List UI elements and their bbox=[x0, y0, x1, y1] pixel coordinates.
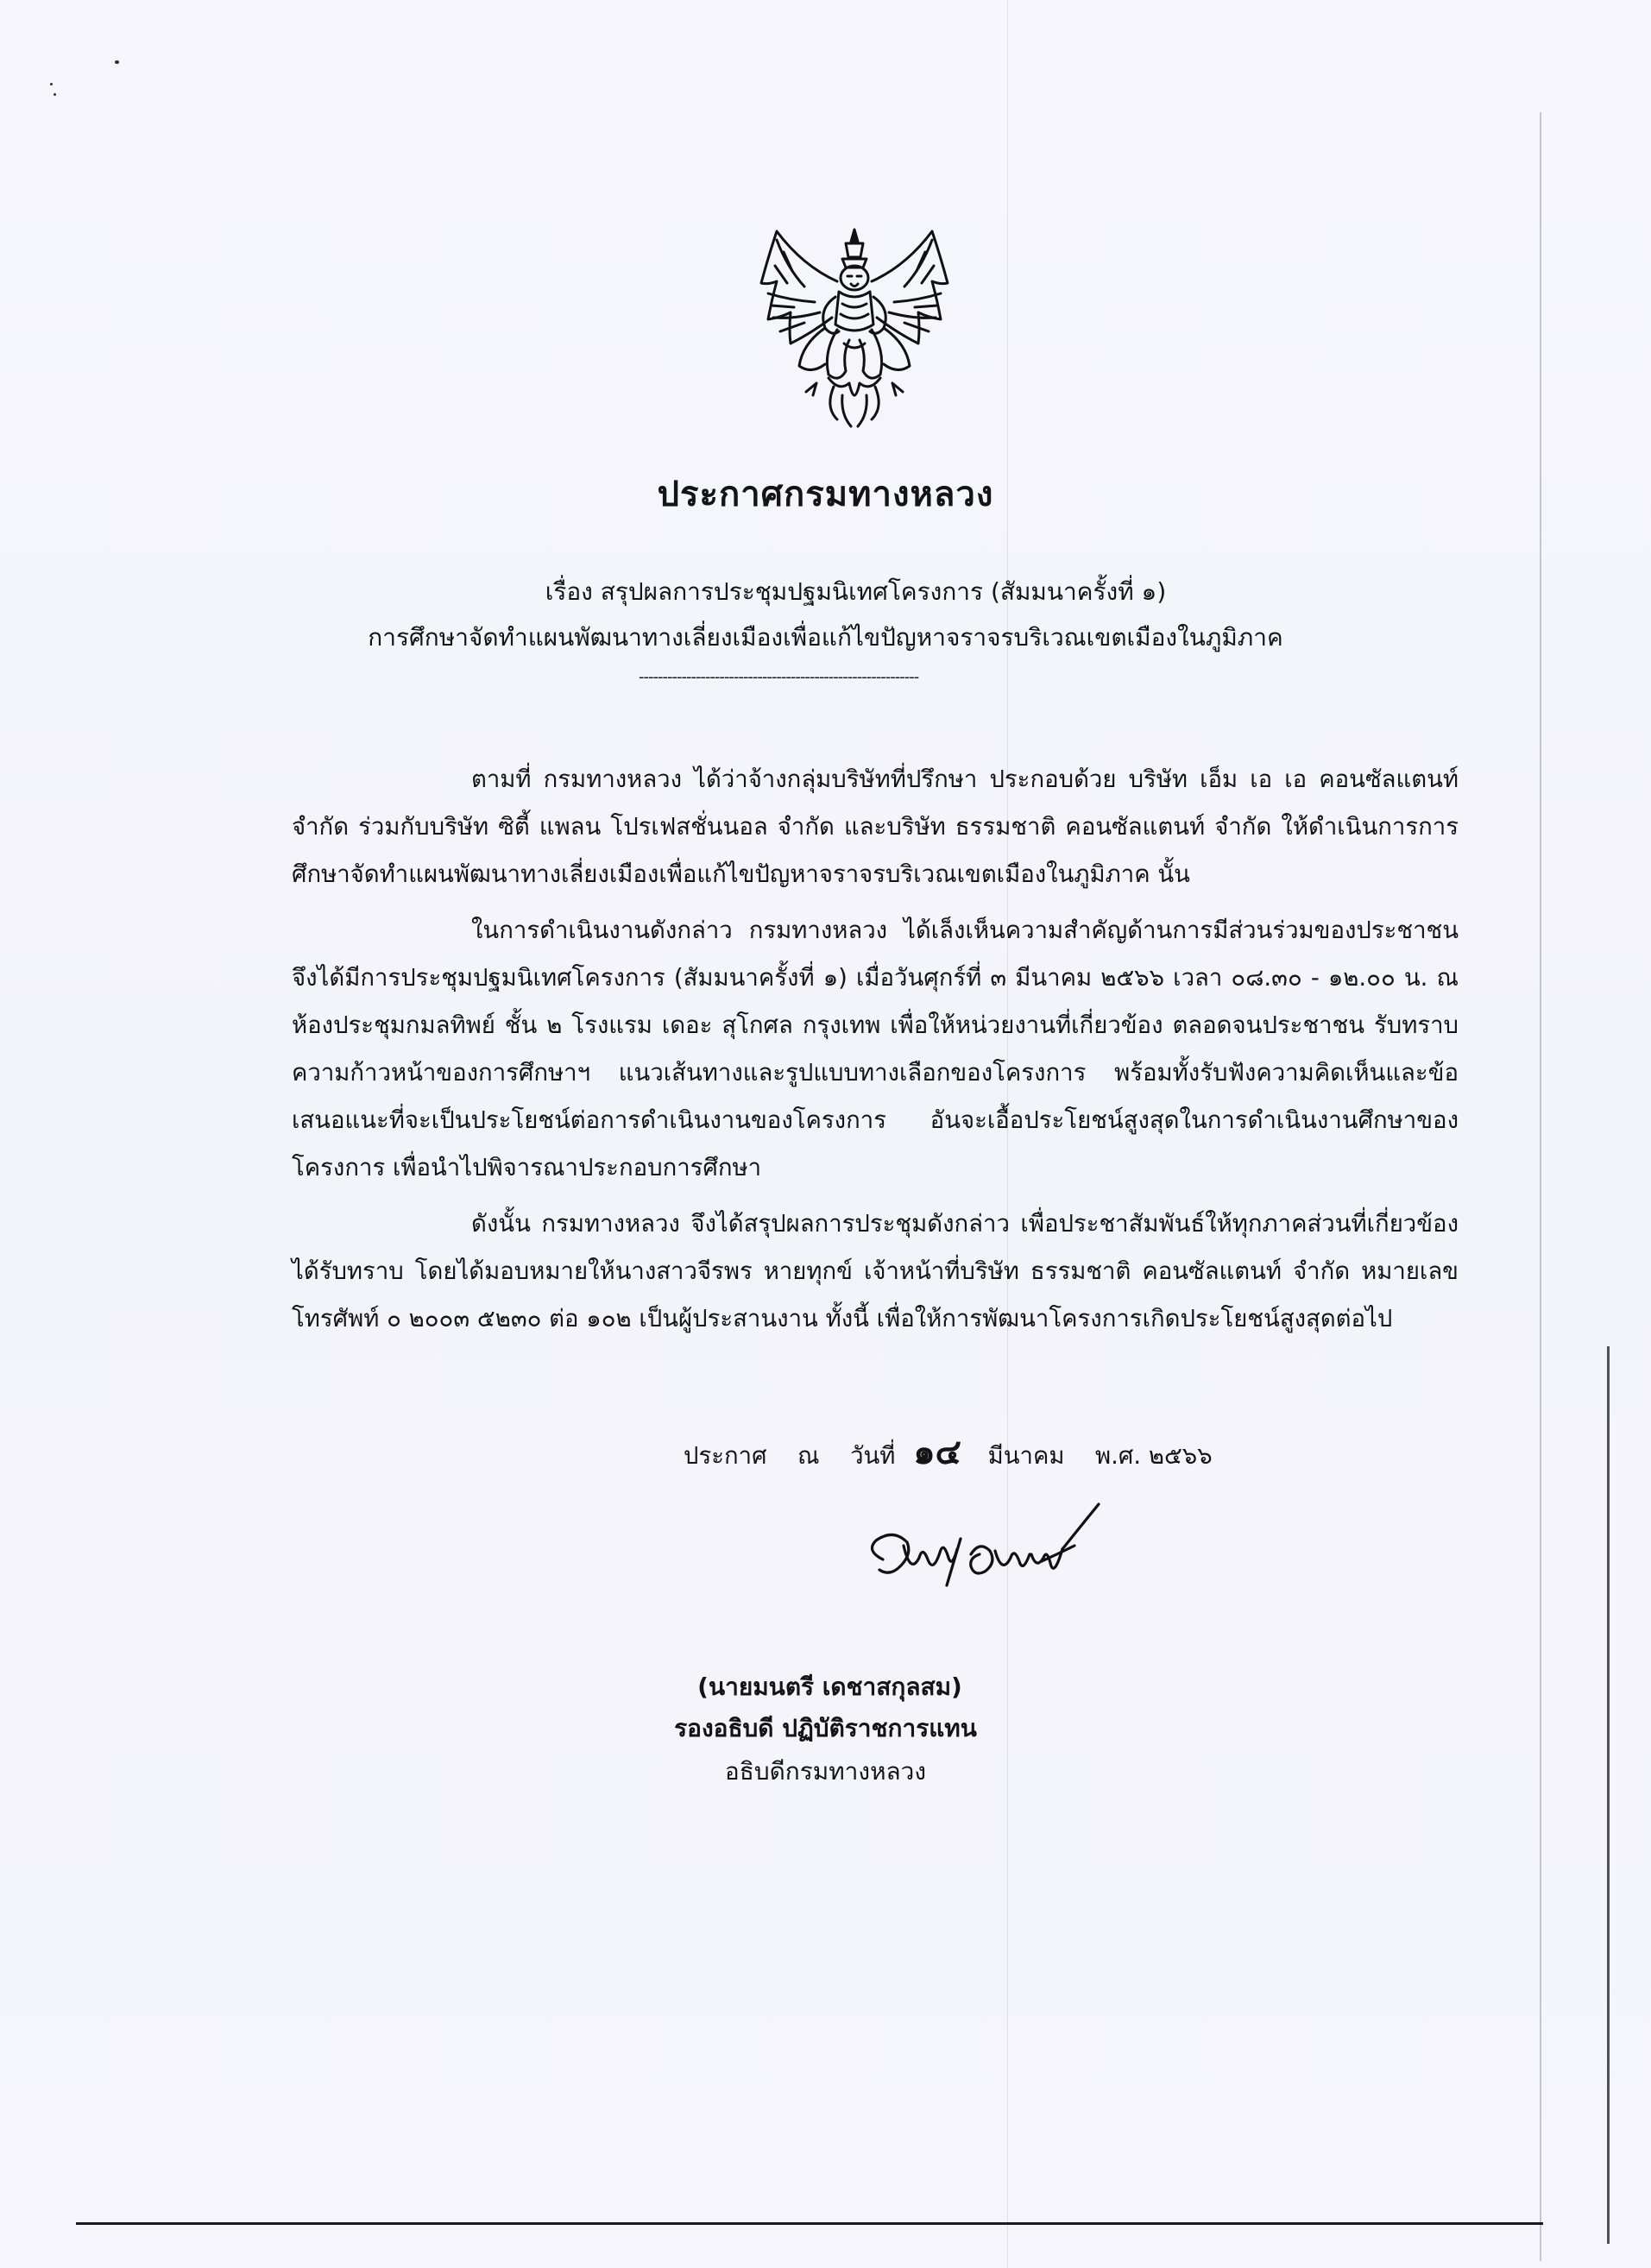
paragraph-1: ตามที่ กรมทางหลวง ได้ว่าจ้างกลุ่มบริษัทที่ปรึกษา ประกอบด้วย บริษัท เอ็ม เอ เอ คอนซัลแตนท์ จำกัด ร่วมกับบริษัท ซิตี้ แพลน โปรเฟสชั่นนอล จำกัด และบริษัท ธรรมชาติ คอนซัลแตนท์ จำกัด ให้ดำเนินการการศึกษาจัดทำแผนพัฒนาทางเลี่ยงเมืองเพื่อแก้ไขปัญหาจราจรบริเวณเขตเมืองในภูมิภาค นั้น bbox=[292, 765, 1459, 888]
subject-line-2: การศึกษาจัดทำแผนพัฒนาทางเลี่ยงเมืองเพื่อแก้ไขปัญหาจราจรบริเวณเขตเมืองในภูมิภาค bbox=[368, 623, 1283, 652]
scan-speck bbox=[50, 83, 53, 85]
announce-year: พ.ศ. ๒๕๖๖ bbox=[1095, 1442, 1213, 1470]
garuda-emblem-icon bbox=[742, 223, 967, 430]
document-body bbox=[292, 756, 1459, 1343]
bottom-rule bbox=[76, 2222, 1543, 2225]
scan-speck bbox=[54, 93, 56, 96]
page-title: ประกาศกรมทางหลวง bbox=[657, 475, 994, 514]
announcement-date bbox=[684, 1424, 1213, 1479]
subject-line-1: เรื่อง สรุปผลการประชุมปฐมนิเทศโครงการ (สัมมนาครั้งที่ ๑) bbox=[545, 577, 1167, 606]
scan-speck bbox=[115, 60, 119, 64]
paragraph-2: ในการดำเนินงานดังกล่าว กรมทางหลวง ได้เล็งเห็นความสำคัญด้านการมีส่วนร่วมของประชาชน จึงได้มีการประชุมปฐมนิเทศโครงการ (สัมมนาครั้งที่ ๑) เมื่อวันศุกร์ที่ ๓ มีนาคม ๒๕๖๖ เวลา ๐๘.๓๐ - ๑๒.๐๐ น. ณ ห้องประชุมกมลทิพย์ ชั้น ๒ โรงแรม เดอะ สุโกศล กรุงเทพ เพื่อให้หน่วยงานที่เกี่ยวข้อง ตลอดจนประชาชน รับทราบความก้าวหน้าของการศึกษาฯ แนวเส้นทางและรูปแบบทางเลือกของโครงการ พร้อมทั้งรับฟังความคิดเห็นและข้อเสนอแนะที่จะเป็นประโยชน์ต่อการดำเนินงานของโครงการ อันจะเอื้อประโยชน์สูงสุดในการดำเนินงานศึกษาของโครงการ เพื่อนำไปพิจารณาประกอบการศึกษา bbox=[292, 917, 1459, 1181]
paragraph-3: ดังนั้น กรมทางหลวง จึงได้สรุปผลการประชุมดังกล่าว เพื่อประชาสัมพันธ์ให้ทุกภาคส่วนที่เกี่ยวข้องได้รับทราบ โดยได้มอบหมายให้นางสาวจีรพร หายทุกข์ เจ้าหน้าที่บริษัท ธรรมชาติ คอนซัลแตนท์ จำกัด หมายเลขโทรศัพท์ ๐ ๒๐๐๓ ๕๒๓๐ ต่อ ๑๐๒ เป็นผู้ประสานงาน ทั้งนี้ เพื่อให้การพัฒนาโครงการเกิดประโยชน์สูงสุดต่อไป bbox=[292, 1210, 1459, 1332]
scan-edge-line-dark bbox=[1607, 1346, 1610, 2244]
signer-name: (นายมนตรี เดชาสกุลสม) bbox=[697, 1673, 962, 1701]
separator-rule: ----------------------------------------------------------- bbox=[639, 673, 919, 685]
handwritten-signature bbox=[859, 1497, 1126, 1601]
signer-position-2: อธิบดีกรมทางหลวง bbox=[724, 1757, 927, 1786]
signer-position-1: รองอธิบดี ปฏิบัติราชการแทน bbox=[674, 1714, 977, 1742]
announce-day: ๑๔ bbox=[913, 1433, 961, 1472]
announce-day-label: วันที่ bbox=[850, 1442, 896, 1470]
announce-month: มีนาคม bbox=[987, 1442, 1065, 1470]
announce-prefix: ประกาศ bbox=[684, 1442, 767, 1470]
scan-edge-line bbox=[1540, 112, 1541, 2261]
announce-at: ณ bbox=[797, 1442, 820, 1470]
